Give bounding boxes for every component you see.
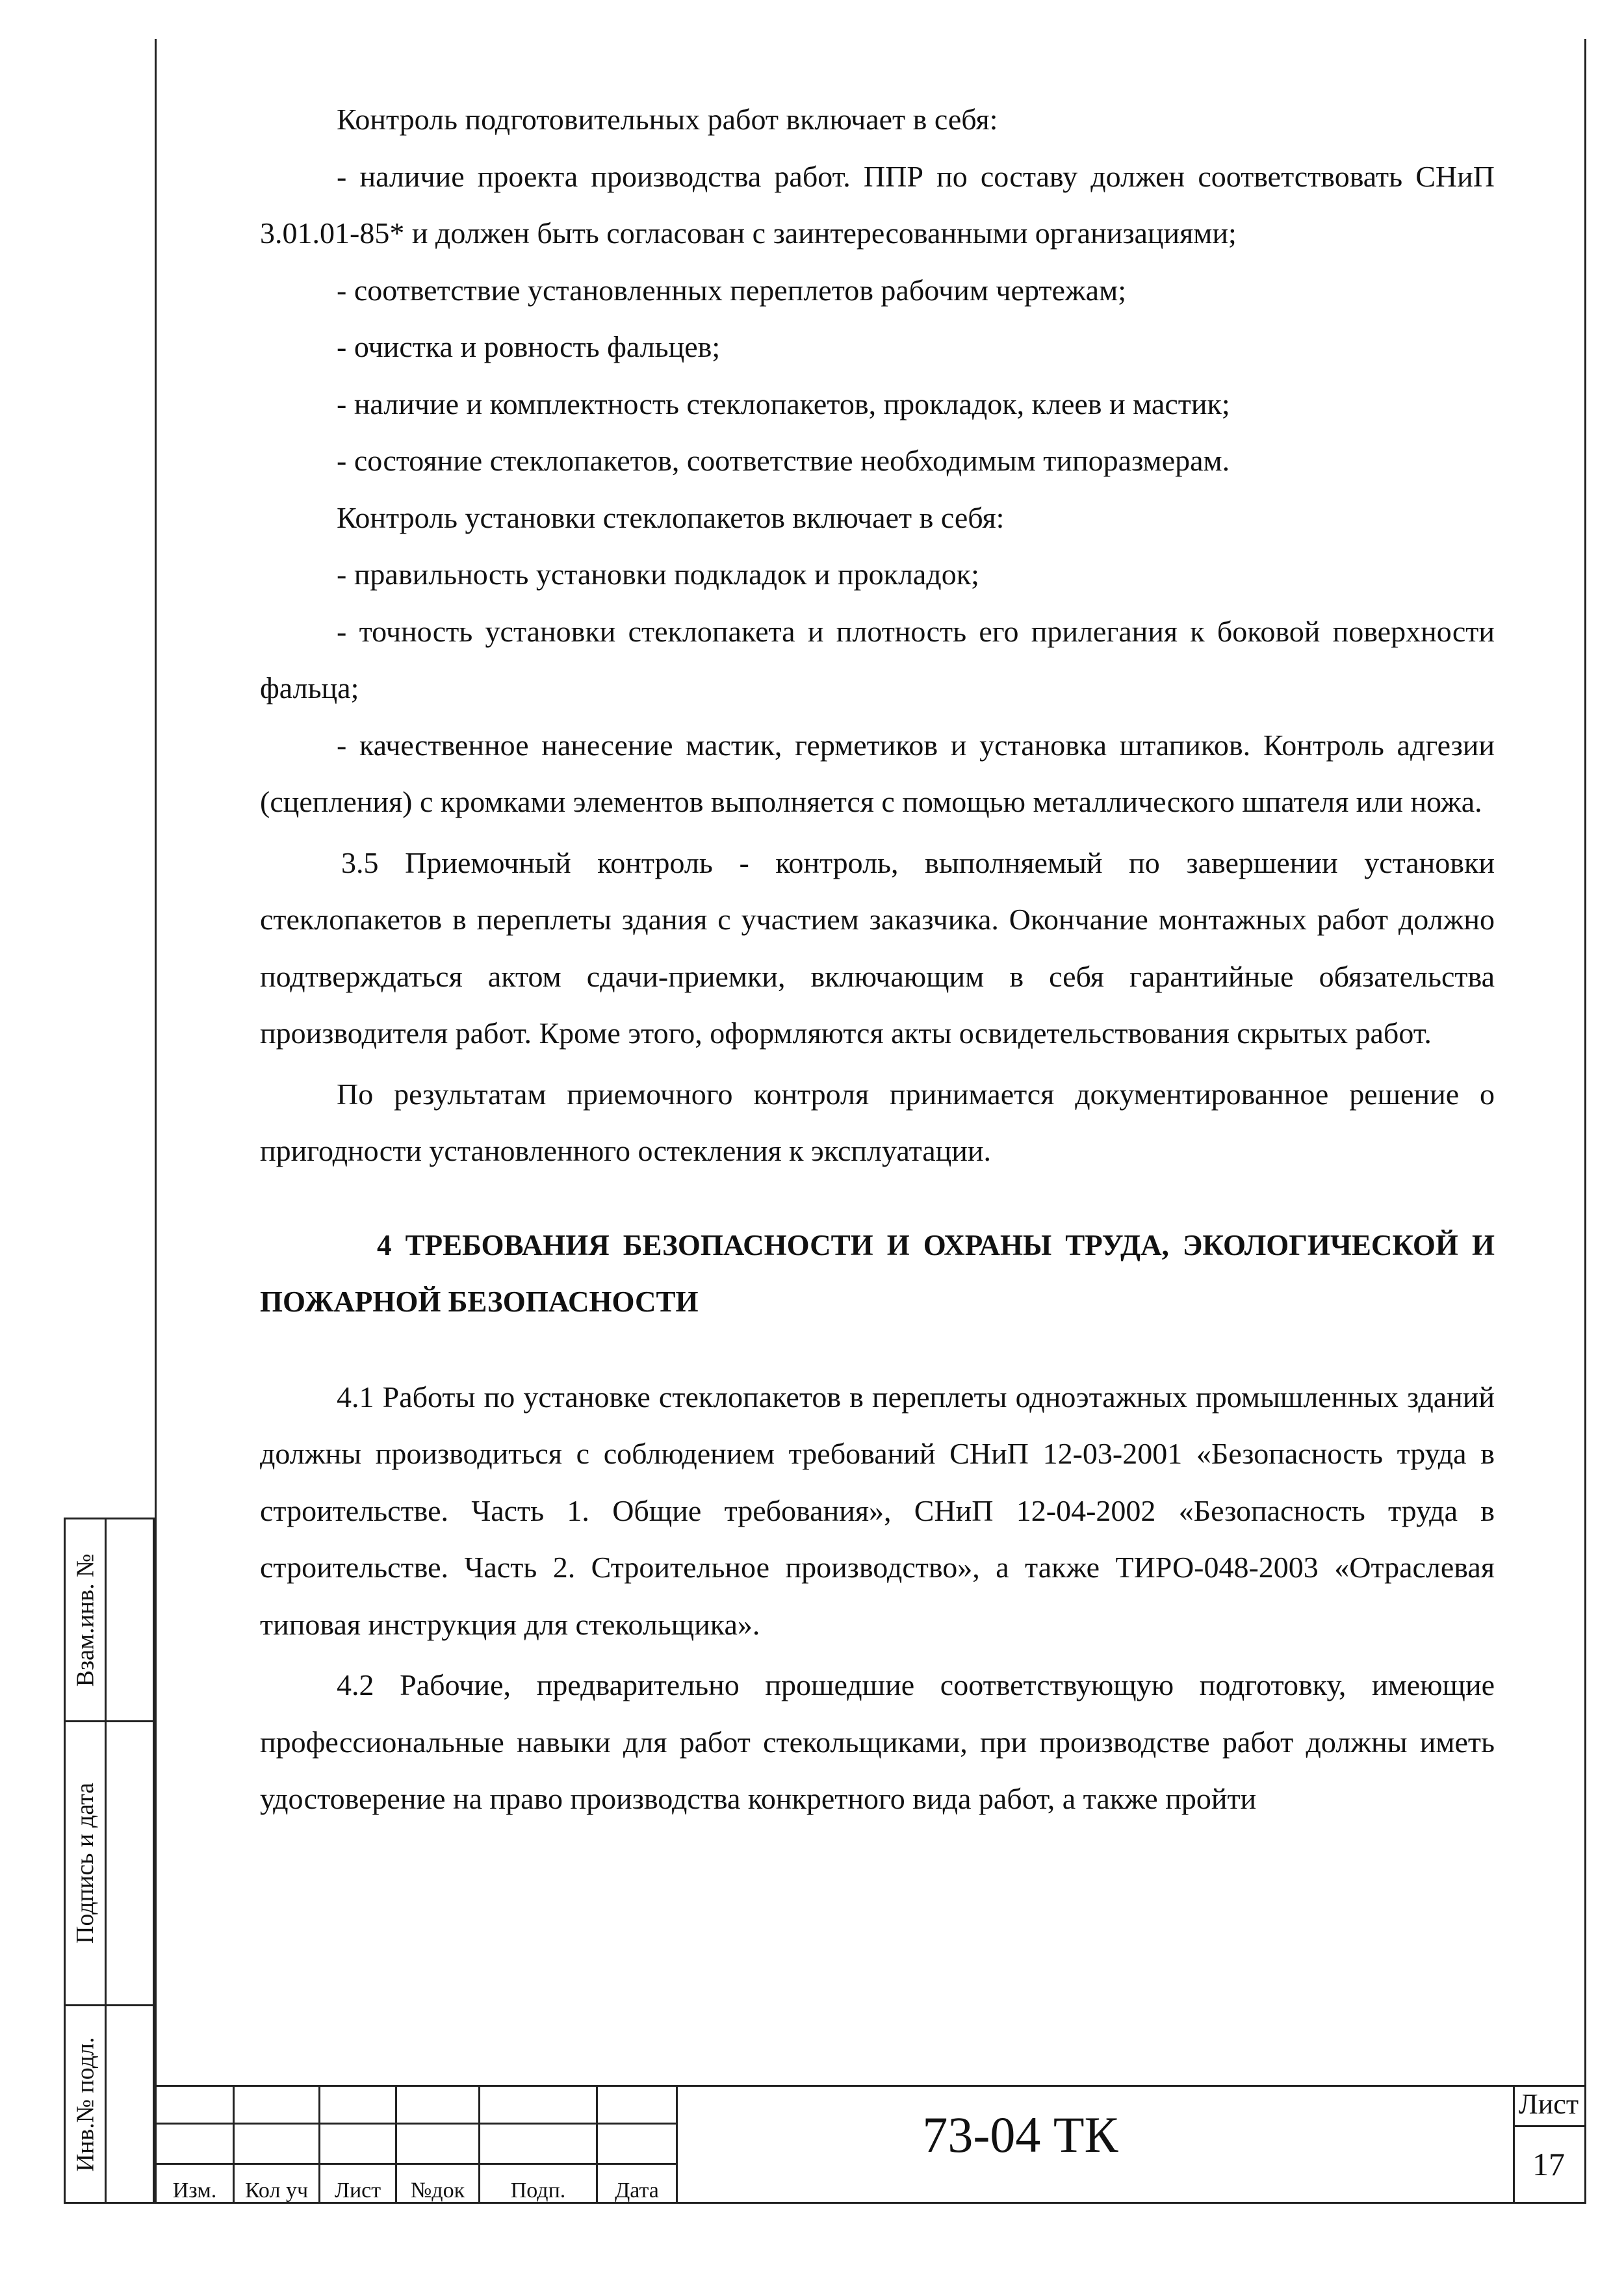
paragraph: 3.5 Приемочный контроль - контроль, выполняемый по завершении установки стеклопакетов в переплеты здания с участием заказчика. Окончание монтажных работ должно подтверждаться актом сдачи-приемки, включающим в себя гарантийные обязательства производителя работ. Кроме этого, оформляются акты освидетельствования скрытых работ.: [260, 846, 1495, 1050]
title-block-border: [155, 2085, 1586, 2087]
list-item: - наличие и комплектность стеклопакетов, прокладок, клеев и мастик;: [337, 387, 1230, 420]
frame-right-line: [1584, 39, 1586, 2203]
side-stamp-label: Подпись и дата: [71, 1782, 99, 1945]
paragraph: По результатам приемочного контроля принимается документированное решение о пригодности установленного остекления к эксплуатации.: [260, 1077, 1495, 1167]
list-item: - очистка и ровность фальцев;: [337, 330, 721, 363]
list-item: - точность установки стеклопакета и плотность его прилегания к боковой поверхности фальца;: [260, 614, 1495, 704]
paragraph: 4.2 Рабочие, предварительно прошедшие соответствующую подготовку, имеющие профессиональные навыки для работ стекольщиками, при производстве работ должны иметь удостоверение на право производства конкретного вида работ, а также пройти: [260, 1668, 1495, 1815]
side-stamp-label: Взам.инв. №: [71, 1553, 99, 1686]
document-body: [260, 91, 1495, 1828]
side-stamp-signature-date: [64, 1720, 155, 2006]
paragraph: Контроль подготовительных работ включает в себя:: [337, 103, 998, 136]
document-code: 73-04 ТК: [922, 2106, 1118, 2163]
list-item: - качественное нанесение мастик, герметиков и установка штапиков. Контроль адгезии (сцепления) с кромками элементов выполняется с помощью металлического шпателя или ножа.: [260, 728, 1495, 818]
column-caption: №док: [410, 2178, 465, 2203]
sheet-number: 17: [1532, 2146, 1565, 2182]
side-stamp-inv-orig: [64, 2004, 155, 2204]
list-item: - правильность установки подкладок и прокладок;: [337, 558, 979, 591]
list-item: - наличие проекта производства работ. ППР по составу должен соответствовать СНиП 3.01.01-85* и должен быть согласован с заинтересованными организациями;: [260, 159, 1495, 250]
column-caption: Подп.: [510, 2178, 566, 2203]
list-item: - соответствие установленных переплетов рабочим чертежам;: [337, 273, 1126, 307]
section-heading: 4 ТРЕБОВАНИЯ БЕЗОПАСНОСТИ И ОХРАНЫ ТРУДА, ЭКОЛОГИЧЕСКОЙ И ПОЖАРНОЙ БЕЗОПАСНОСТИ: [260, 1228, 1495, 1318]
title-block-row-line: [1513, 2125, 1586, 2127]
sheet-label: Лист: [1518, 2088, 1579, 2120]
column-caption: Лист: [334, 2178, 381, 2203]
column-caption: Дата: [615, 2178, 659, 2203]
list-item: - состояние стеклопакетов, соответствие необходимым типоразмерам.: [337, 444, 1230, 477]
frame-left-line: [155, 39, 157, 2203]
column-caption: Изм.: [172, 2178, 217, 2203]
side-stamp-replaced-inv: [64, 1518, 155, 1722]
side-stamp-label: Инв.№ подл.: [71, 2036, 99, 2172]
paragraph: 4.1 Работы по установке стеклопакетов в переплеты одноэтажных промышленных зданий должны производиться с соблюдением требований СНиП 12-03-2001 «Безопасность труда в строительстве. Часть 1. Общие требования», СНиП 12-04-2002 «Безопасность труда в строительстве. Часть 2. Строительное производство», а также ТИРО-048-2003 «Отраслевая типовая инструкция для стекольщика».: [260, 1380, 1495, 1641]
column-caption: Кол уч: [244, 2178, 309, 2203]
paragraph: Контроль установки стеклопакетов включает в себя:: [337, 500, 1005, 534]
